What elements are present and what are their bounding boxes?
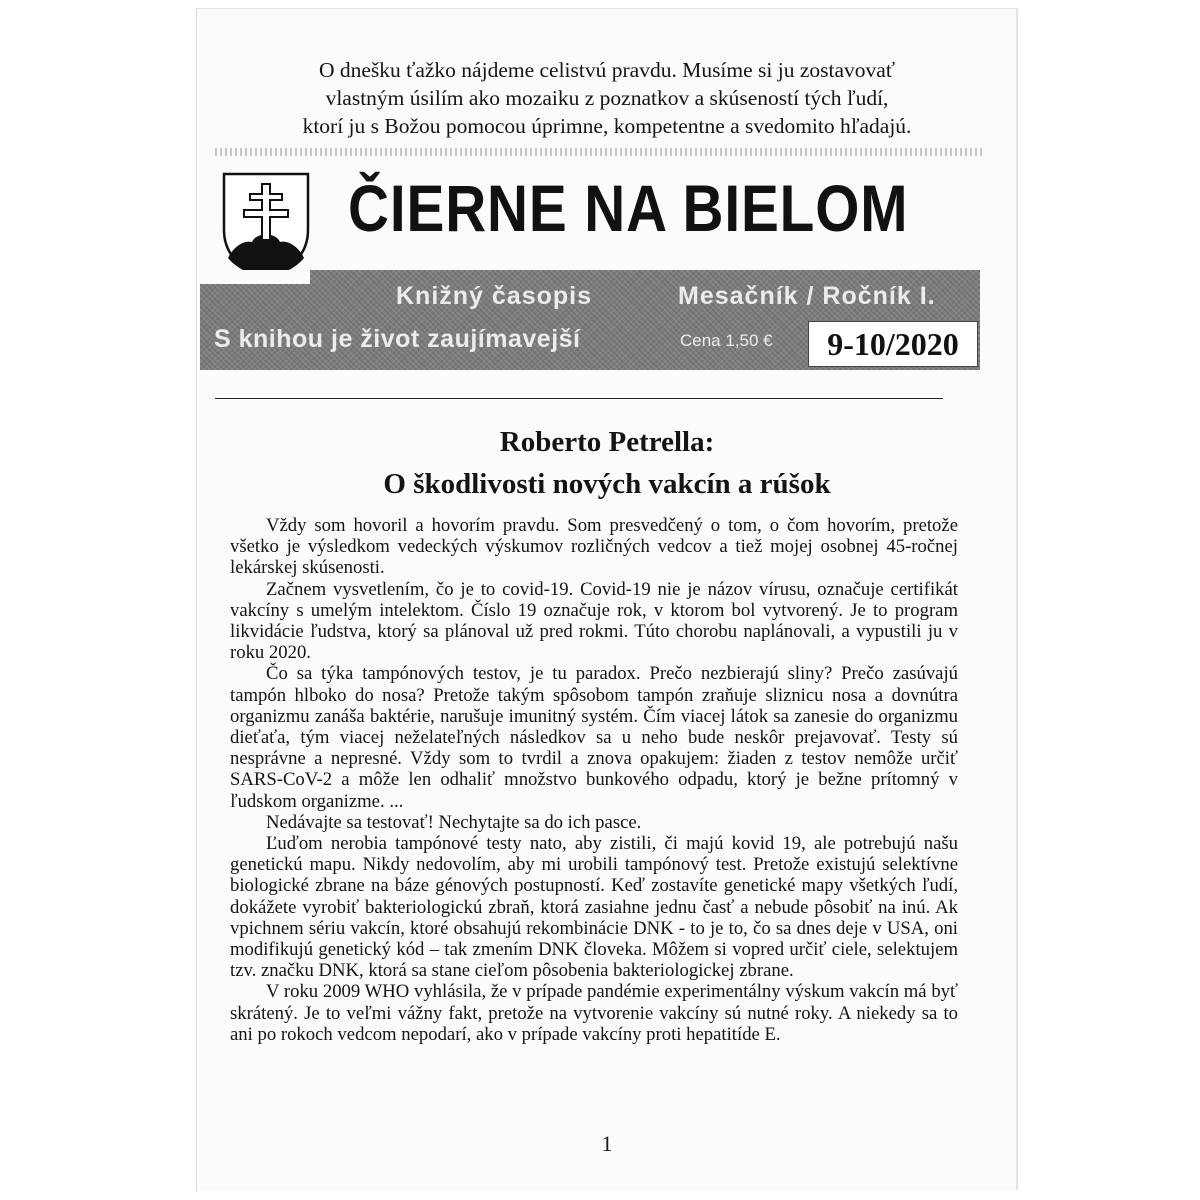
motto-line: vlastným úsilím ako mozaiku z poznatkov a skúseností tých ľudí, (325, 86, 889, 110)
motto-line: O dnešku ťažko nájdeme celistvú pravdu. Musíme si ju zostavovať (318, 58, 896, 82)
motto (196, 56, 1018, 140)
article-paragraph: Vždy som hovoril a hovorím pravdu. Som presvedčený o tom, o čom hovorím, pretože všetko je výsledkom vedeckých výskumov rozličných vedcov a tiež mojej osobnej 45-ročnej lekárskej skúsenosti. (230, 515, 958, 579)
masthead-banner (200, 270, 980, 370)
issue-number: 9-10/2020 (808, 321, 978, 367)
motto-line: ktorí ju s Božou pomocou úprimne, kompetentne a svedomito hľadajú. (302, 114, 912, 138)
article-body (230, 515, 958, 1045)
dotted-divider (215, 148, 985, 156)
article-paragraph: V roku 2009 WHO vyhlásila, že v prípade pandémie experimentálny výskum vakcín má byť skrátený. Je to veľmi vážny fakt, pretože na vytvorenie vakcíny sú nutné roky. A niekedy sa to ani po rokoch vedcom nepodarí, ako v prípade vakcíny proti hepatitíde E. (230, 981, 958, 1045)
slovak-coat-of-arms-icon (220, 170, 312, 282)
banner-subtitle: Knižný časopis (396, 282, 592, 310)
masthead-title: ČIERNE NA BIELOM (348, 171, 909, 245)
page-number: 1 (601, 1131, 613, 1156)
banner-issue-info: Mesačník / Ročník I. (678, 282, 936, 310)
article-author: Roberto Petrella: (499, 426, 715, 458)
banner-slogan: S knihou je život zaujímavejší (214, 325, 581, 353)
horizontal-rule (215, 398, 943, 399)
banner-cover (200, 270, 310, 284)
article-title (196, 421, 1018, 505)
banner-price: Cena 1,50 € (680, 331, 773, 350)
article-paragraph: Čo sa týka tampónových testov, je tu paradox. Prečo nezbierajú sliny? Prečo zasúvajú tampón hlboko do nosa? Pretože takým spôsobom tampón zraňuje sliznicu nosa a dovnútra organizmu zanáša baktérie, narušuje imunitný systém. Čím viacej látok sa zanesie do organizmu dieťaťa, tým viacej neželateľných následkov sa u neho bude neskôr prejavovať. Testy sú nesprávne a nepresné. Vždy som to tvrdil a znova opakujem: žiaden z testov nemôže určiť SARS-CoV-2 a môže len odhaliť množstvo bunkového odpadu, ktorý je bežne prítomný v ľudskom organizme. ... (230, 663, 958, 812)
article-paragraph: Začnem vysvetlením, čo je to covid-19. Covid-19 nie je názov vírusu, označuje certifikát vakcíny s umelým intelektom. Číslo 19 označuje rok, v ktorom bol vytvorený. Je to program likvidácie ľudstva, ktorý sa plánoval už pred rokmi. Túto chorobu naplánovali, a vypustili ju v roku 2020. (230, 578, 958, 664)
page-edge (1016, 8, 1018, 1190)
article-headline: O škodlivosti nových vakcín a rúšok (383, 468, 831, 500)
article-paragraph: Ľuďom nerobia tampónové testy nato, aby zistili, či majú kovid 19, ale potrebujú našu genetickú mapu. Nikdy nedovolím, aby mi urobili tampónový test. Pretože existujú selektívne biologické zbrane na báze génových postupností. Keď zostavíte genetické mapy všetkých ľudí, dokážete vyrobiť bakteriologickú zbraň, ktorá zasiahne jednu časť a nebude pôsobiť na inú. Ak vpichnem sériu vakcín, ktoré obsahujú rekombinácie DNK - to je to, čo sa dnes deje v USA, oni modifikujú genetický kód – tak zmením DNK človeka. Môžem si vopred určiť ciele, selektujem tzv. značku DNK, ktorá sa stane cieľom pôsobenia bakteriologickej zbrane. (230, 833, 958, 982)
article-paragraph: Nedávajte sa testovať! Nechytajte sa do ich pasce. (266, 811, 642, 833)
